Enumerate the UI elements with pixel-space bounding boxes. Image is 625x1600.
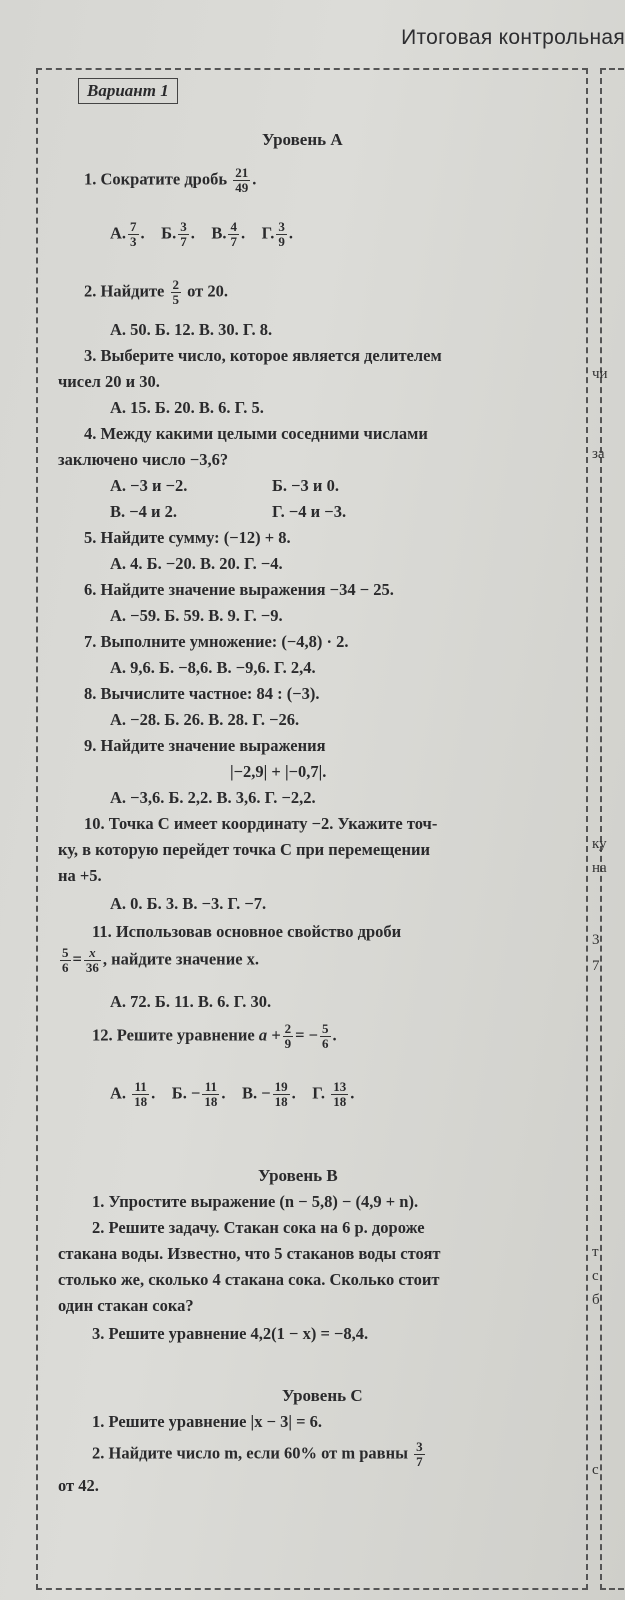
level-b-title: Уровень В [258, 1166, 338, 1185]
level-a-title: Уровень А [262, 130, 343, 149]
side-fragment: 3 [592, 932, 600, 948]
side-fragment: на [592, 860, 607, 876]
q8-options: А. −28. Б. 26. В. 28. Г. −26. [110, 710, 300, 729]
q4-option-c: В. −4 и 2. [110, 502, 178, 521]
q8-text: 8. Вычислите частное: 84 : (−3). [84, 684, 320, 703]
side-fragment: 7 [592, 958, 600, 974]
side-fragment: т [592, 1244, 599, 1260]
page-header-title: Итоговая контрольная [401, 26, 625, 49]
q12: 12. Решите уравнение a + $\frac{2}{9}$ = − $\frac{5}{6}$ . [92, 1021, 337, 1051]
level-c-title: Уровень С [282, 1386, 363, 1405]
q2: 2. Найдите $\frac{2}{5}$ от 20. [84, 277, 229, 307]
q1: 1. Сократите дробь $\frac{21}{49}$ . [84, 165, 257, 195]
q1-fraction: $\frac{21}{49}$ [235, 165, 249, 195]
q4-option-d: Г. −4 и −3. [272, 502, 347, 521]
q6-text: 6. Найдите значение выражения −34 − 25. [84, 580, 394, 599]
q11-line2: $\frac{5}{6}$ = $\frac{x}{36}$ , найдите значение x. [62, 945, 260, 975]
q7-options: А. 9,6. Б. −8,6. В. −9,6. Г. 2,4. [110, 658, 316, 677]
variant-label: Вариант 1 [78, 78, 178, 104]
side-fragment: ку [592, 836, 607, 852]
level-b-q2-line4: один стакан сока? [58, 1296, 194, 1315]
side-fragment: б [592, 1292, 600, 1308]
level-b-q3: 3. Решите уравнение 4,2(1 − x) = −8,4. [92, 1324, 369, 1343]
q10-line3: на +5. [58, 866, 102, 885]
q3-line1: 3. Выберите число, которое является делителем [84, 346, 442, 365]
level-b-q2-line3: столько же, сколько 4 стакана сока. Сколько стоит [58, 1270, 440, 1289]
q10-options: А. 0. Б. 3. В. −3. Г. −7. [110, 894, 267, 913]
q4-option-a: А. −3 и −2. [110, 476, 188, 495]
q5-text: 5. Найдите сумму: (−12) + 8. [84, 528, 291, 547]
q6-options: А. −59. Б. 59. В. 9. Г. −9. [110, 606, 283, 625]
level-b-q2-line2: стакана воды. Известно, что 5 стаканов воды стоят [58, 1244, 441, 1263]
q5-options: А. 4. Б. −20. В. 20. Г. −4. [110, 554, 283, 573]
q2-options: А. 50. Б. 12. В. 30. Г. 8. [110, 320, 273, 339]
q4-option-b: Б. −3 и 0. [272, 476, 339, 495]
q1-text: 1. Сократите дробь [84, 169, 228, 189]
q9-text: 9. Найдите значение выражения [84, 736, 326, 755]
side-fragment: с [592, 1462, 599, 1478]
q12-options: А. $\frac{11}{18}$ . Б. − $\frac{11}{18}$ . В. − $\frac{19}{18}$ . Г. $\frac{13}{18}$ . [110, 1079, 355, 1109]
side-fragment: с [592, 1268, 599, 1284]
q11-options: А. 72. Б. 11. В. 6. Г. 30. [110, 992, 272, 1011]
q7-text: 7. Выполните умножение: (−4,8) · 2. [84, 632, 349, 651]
q9-expression: |−2,9| + |−0,7|. [230, 762, 327, 781]
q10-line2: ку, в которую перейдет точка С при перемещении [58, 840, 430, 859]
level-c-q2-line1: 2. Найдите число m, если 60% от m равны $\frac{3}{7}$ [92, 1439, 423, 1469]
side-fragment: за [592, 446, 605, 462]
q3-line2: чисел 20 и 30. [58, 372, 160, 391]
level-c-q1: 1. Решите уравнение |x − 3| = 6. [92, 1412, 323, 1431]
q4-line1: 4. Между какими целыми соседними числами [84, 424, 428, 443]
side-fragment: чи [592, 366, 608, 382]
q1-options: А. $\frac{7}{3}$ . Б. $\frac{3}{7}$ . В. $\frac{4}{7}$ . Г. $\frac{3}{9}$ . [110, 219, 293, 249]
level-b-q2-line1: 2. Решите задачу. Стакан сока на 6 р. дороже [92, 1218, 425, 1237]
q9-options: А. −3,6. Б. 2,2. В. 3,6. Г. −2,2. [110, 788, 316, 807]
q11-line1: 11. Использовав основное свойство дроби [92, 922, 402, 941]
q3-options: А. 15. Б. 20. В. 6. Г. 5. [110, 398, 264, 417]
level-b-q1: 1. Упростите выражение (n − 5,8) − (4,9 + n). [92, 1192, 419, 1211]
q4-line2: заключено число −3,6? [58, 450, 229, 469]
level-c-q2-line2: от 42. [58, 1476, 99, 1495]
q10-line1: 10. Точка С имеет координату −2. Укажите точ- [84, 814, 438, 833]
